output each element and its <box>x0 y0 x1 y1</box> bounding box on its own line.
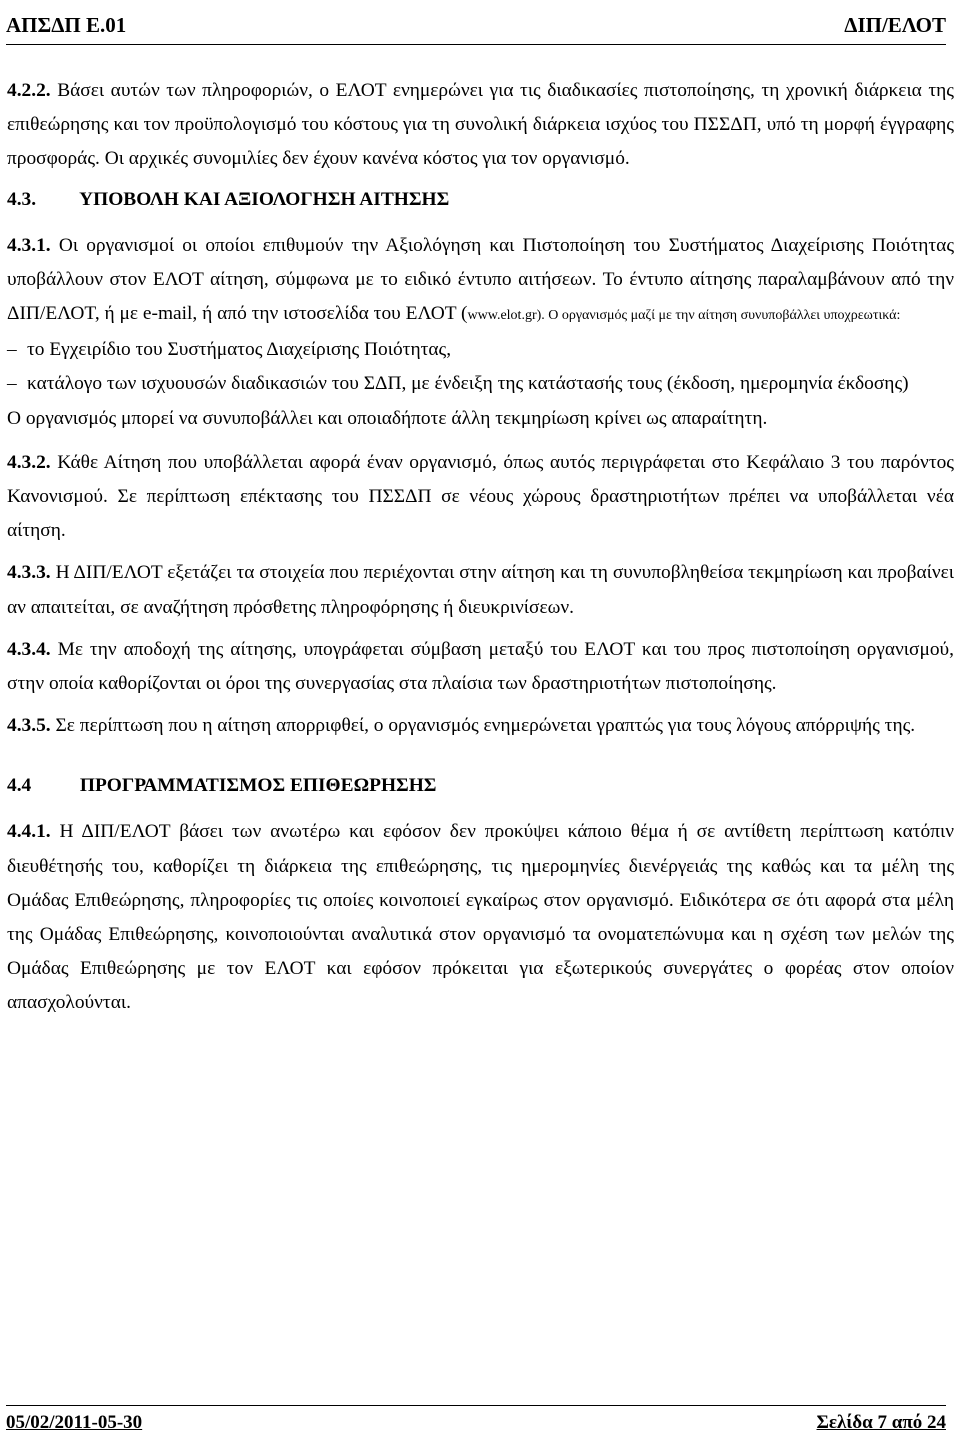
dash-bullet: – <box>7 373 17 395</box>
paragraph-4-3-2 <box>7 446 954 549</box>
paragraph-text: Σε περίπτωση που η αίτηση απορριφθεί, ο οργανισμός ενημερώνεται γραπτώς για τους λόγους απόρριψής της. <box>55 715 916 737</box>
paragraph-number: 4.2.2. <box>7 80 51 101</box>
paragraph-4-3-1 <box>7 229 954 334</box>
paragraph-4-4-1 <box>7 815 954 1020</box>
paragraph-number: 4.3.4. <box>7 638 51 660</box>
paragraph-text: Οι οργανισμοί οι οποίοι επιθυμούν την Αξιολόγηση και Πιστοποίηση του Συστήματος Διαχείρισης Ποιότητας υποβάλλουν στον ΕΛΟΤ αίτηση, σύμφωνα με το ειδικό έντυπο αιτήσεων. Το έντυπο αίτησης παραλαμβάνουν από την ΔΙΠ/ΕΛΟΤ, ή με e-mail, ή από την ιστοσελίδα του ΕΛΟΤ ( <box>7 234 955 325</box>
list-item: – το Εγχειρίδιο του Συστήματος Διαχείρισης Ποιότητας, <box>7 333 954 367</box>
attachment-list <box>7 333 954 401</box>
document-body <box>7 74 954 1029</box>
paragraph-number: 4.3.2. <box>7 451 51 473</box>
department-code: ΔΙΠ/ΕΛΟΤ <box>844 13 946 37</box>
paragraph-text: Κάθε Αίτηση που υποβάλλεται αφορά έναν οργανισμό, όπως αυτός περιγράφεται στο Κεφάλαιο 3 του παρόντος Κανονισμού. Σε περίπτωση επέκτασης του ΠΣΣΔΠ σε νέους χώρους δραστηριοτήτων πρέπει να υποβάλλεται νέα αίτηση. <box>7 451 954 542</box>
website-link[interactable]: www.elot.gr <box>467 308 537 324</box>
section-heading-4-3 <box>7 185 954 215</box>
page-number: Σελίδα 7 από 24 <box>816 1412 946 1433</box>
paragraph-4-3-1-extra: Ο οργανισμός μπορεί να συνυποβάλλει και οποιαδήποτε άλλη τεκμηρίωση κρίνει ως απαραίτητη. <box>7 407 768 429</box>
paragraph-text: Βάσει αυτών των πληροφοριών, ο ΕΛΟΤ ενημερώνει για τις διαδικασίες πιστοποίησης, τη χρονική διάρκεια της επιθεώρησης και τον προϋπολογισμό του κόστους για τη συνολική διάρκεια ισχύος του ΠΣΣΔΠ, υπό τη μορφή έγγραφης προσφοράς. Οι αρχικές συνομιλίες δεν έχουν κανένα κόστος για τον οργανισμό. <box>7 80 954 170</box>
paragraph-text: ). Ο οργανισμός μαζί με την αίτηση συνυποβάλλει υποχρεωτικά: <box>536 308 901 324</box>
section-number: 4.4 <box>7 775 32 797</box>
paragraph-text: Η ΔΙΠ/ΕΛΟΤ βάσει των ανωτέρω και εφόσον δεν προκύψει κάποιο θέμα ή σε αντίθετη περίπτωση κατόπιν διευθέτησής του, καθορίζει τη διάρκεια της επιθεώρησης, τις ημερομηνίες διενέργειάς της καθώς και τα μέλη της Ομάδας Επιθεώρησης, πληροφορίες τις οποίες κοινοποιεί εγκαίρως στον οργανισμό. Ειδικότερα σε ότι αφορά στα μέλη της Ομάδας Επιθεώρησης, κοινοποιούνται αναλυτικά στον οργανισμό τα ονοματεπώνυμα και η σχέση των μελών της Ομάδας Επιθεώρησης με τον ΕΛΟΤ και εφόσον πρόκειται για εξωτερικούς συνεργάτες ο φορέας στον οποίον απασχολούνται. <box>7 821 954 1014</box>
revision-date: 05/02/2011-05-30 <box>6 1412 143 1433</box>
paragraph-number: 4.3.5. <box>7 715 51 737</box>
page-header <box>6 10 946 45</box>
paragraph-4-3-3 <box>7 556 954 624</box>
paragraph-number: 4.3.1. <box>7 234 51 256</box>
list-item: – κατάλογο των ισχυουσών διαδικασιών του ΣΔΠ, με ένδειξη της κατάστασής τους (έκδοση, ημερομηνία έκδοσης) <box>7 367 954 401</box>
paragraph-text: Η ΔΙΠ/ΕΛΟΤ εξετάζει τα στοιχεία που περιέχονται στην αίτηση και τη συνυποβλ​ηθείσα τεκμηρίωση και προβαίνει αν απαιτείται, σε αναζήτηση πρόσθετης πληροφόρησης ή διευκρινίσεων. <box>7 562 954 618</box>
section-title: ΠΡΟΓΡΑΜΜΑΤΙΣΜΟΣ ΕΠΙΘΕΩΡΗΣΗΣ <box>79 775 437 797</box>
paragraph-number: 4.4.1. <box>7 821 51 843</box>
dash-bullet: – <box>7 339 17 361</box>
section-heading-4-4 <box>7 771 954 801</box>
paragraph-number: 4.3.3. <box>7 562 51 584</box>
paragraph-4-3-5 <box>7 709 954 743</box>
page-footer <box>6 1405 946 1434</box>
document-code: ΑΠΣΔΠ Ε.01 <box>6 13 127 37</box>
paragraph-4-3-4 <box>7 633 954 701</box>
paragraph-4-2-2 <box>7 74 954 177</box>
section-number: 4.3. <box>7 188 37 210</box>
paragraph-text: Με την αποδοχή της αίτησης, υπογράφεται σύμβαση μεταξύ του ΕΛΟΤ και του προς πιστοποίηση οργανισμού, στην οποία καθορίζονται οι όροι της συνεργασίας στα πλαίσια των δραστηριοτήτων πιστοποίησης. <box>7 638 954 695</box>
section-title: ΥΠΟΒΟΛΗ ΚΑΙ ΑΞΙΟΛΟΓΗΣΗ ΑΙΤΗΣΗΣ <box>79 188 450 210</box>
